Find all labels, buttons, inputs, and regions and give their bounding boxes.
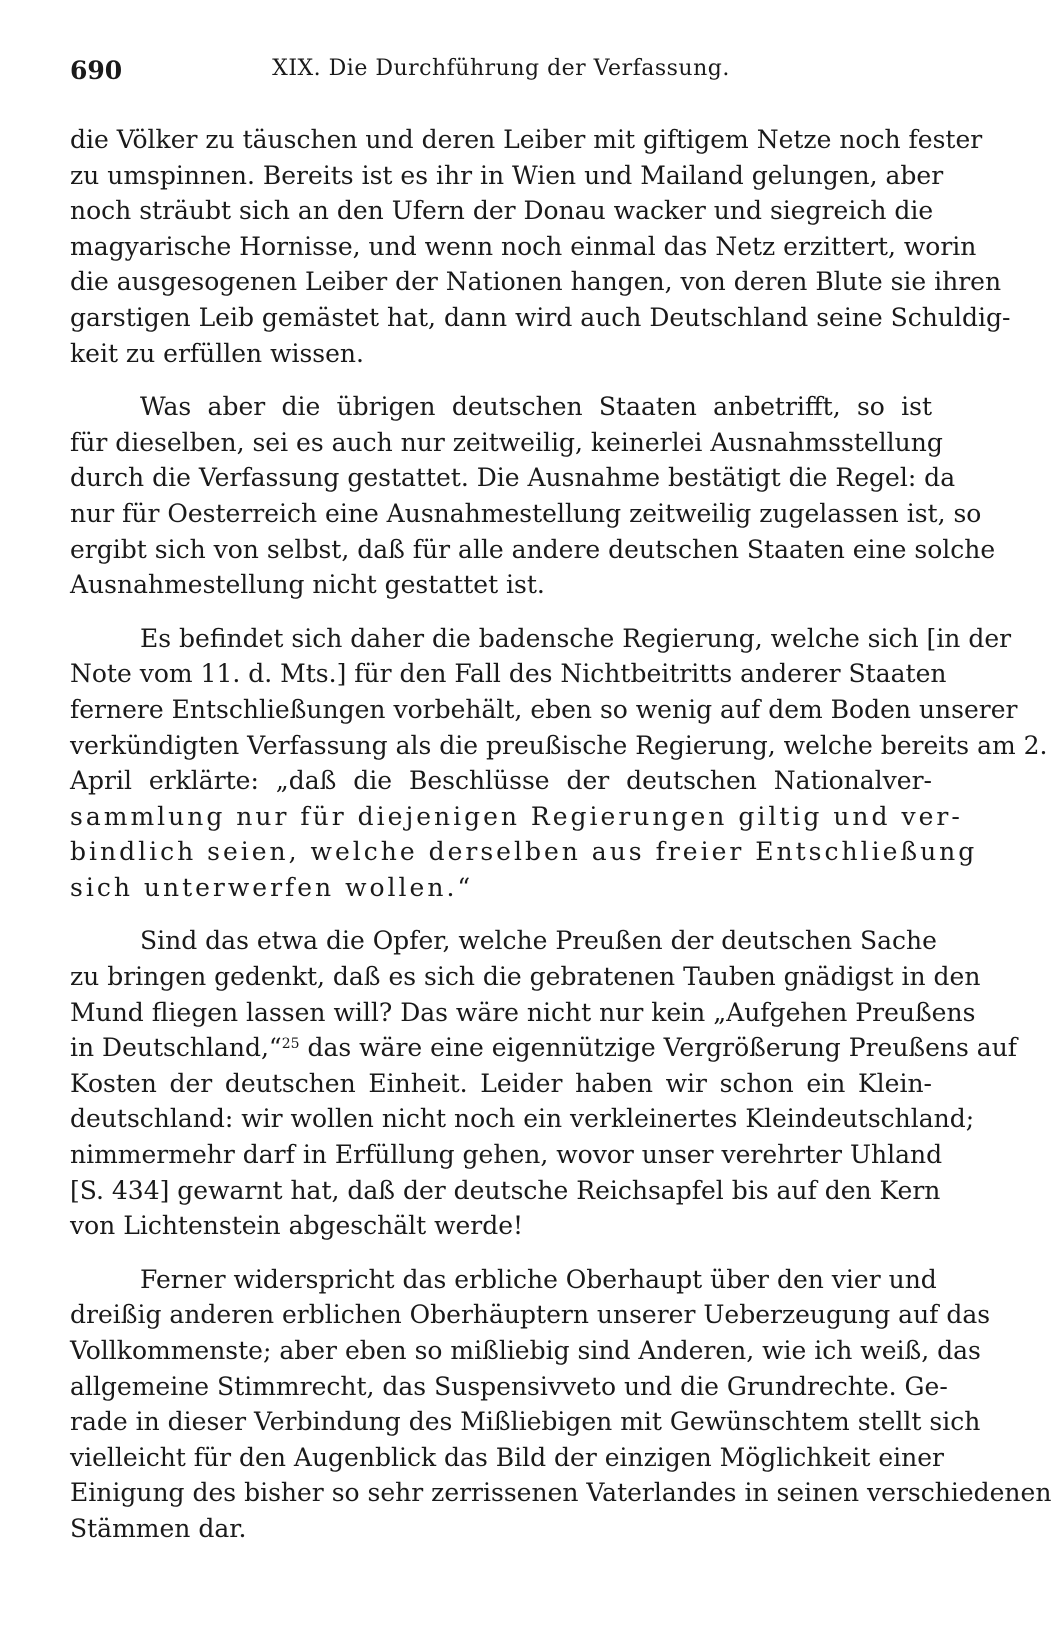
text-line-with-footnote [70, 1030, 1018, 1066]
paragraph-5 [70, 1262, 1051, 1547]
paragraph-4 [70, 923, 1018, 1243]
text-line: allgemeine Stimmrecht, das Suspensivveto und die Grundrechte. Ge- [70, 1371, 948, 1401]
text-line: bindlich seien, welche derselben aus freier Entschließung [70, 837, 978, 867]
text-line: von Lichtenstein abgeschält werde! [70, 1211, 524, 1241]
text-line: Ausnahmestellung nicht gestattet ist. [70, 570, 545, 600]
text-line: magyarische Hornisse, und wenn noch einmal das Netz erzittert, worin [70, 231, 977, 261]
text-line: ergibt sich von selbst, daß für alle andere deutschen Staaten eine solche [70, 534, 996, 564]
text-line: Stämmen dar. [70, 1513, 247, 1543]
text-line: verkündigten Verfassung als die preußische Regierung, welche bereits am 2. [70, 730, 1048, 760]
text-fragment: das wäre eine eigennützige Vergrößerung Preußens auf [299, 1033, 1018, 1063]
paragraph-2 [70, 389, 996, 603]
text-line: Note vom 11. d. Mts.] für den Fall des Nichtbeitritts anderer Staaten [70, 659, 947, 689]
text-line: Was aber die übrigen deutschen Staaten anbetrifft, so ist [140, 392, 932, 422]
text-line: Ferner widerspricht das erbliche Oberhaupt über den vier und [140, 1264, 937, 1294]
text-line: noch sträubt sich an den Ufern der Donau wacker und siegreich die [70, 196, 934, 226]
text-line: Sind das etwa die Opfer, welche Preußen der deutschen Sache [140, 926, 937, 956]
text-line: [S. 434] gewarnt hat, daß der deutsche Reichsapfel bis auf den Kern [70, 1175, 941, 1205]
text-line: Einigung des bisher so sehr zerrissenen Vaterlandes in seinen verschiedenen [70, 1478, 1051, 1508]
text-line: keit zu erfüllen wissen. [70, 338, 364, 368]
paragraph-1 [70, 122, 1011, 371]
text-line: dreißig anderen erblichen Oberhäuptern unserer Ueberzeugung auf das [70, 1300, 991, 1330]
text-line: sich unterwerfen wollen.“ [70, 872, 474, 902]
page-number: 690 [70, 56, 123, 85]
text-line: fernere Entschließungen vorbehält, eben so wenig auf dem Boden unserer [70, 694, 1018, 724]
text-line: die ausgesogenen Leiber der Nationen hangen, von deren Blute sie ihren [70, 267, 1002, 297]
text-line: vielleicht für den Augenblick das Bild der einzigen Möglichkeit einer [70, 1442, 944, 1472]
text-line: rade in dieser Verbindung des Mißliebigen mit Gewünschtem stellt sich [70, 1407, 981, 1437]
text-line: sammlung nur für diejenigen Regierungen giltig und ver- [70, 801, 963, 831]
text-line: deutschland: wir wollen nicht noch ein verkleinertes Kleindeutschland; [70, 1104, 975, 1134]
running-head [70, 48, 932, 88]
text-line: April erklärte: „daß die Beschlüsse der deutschen Nationalver- [70, 766, 932, 796]
text-line: durch die Verfassung gestattet. Die Ausnahme bestätigt die Regel: da [70, 463, 956, 493]
text-line: die Völker zu täuschen und deren Leiber mit giftigem Netze noch fester [70, 125, 983, 154]
running-title: XIX. Die Durchführung der Verfassung. [272, 56, 730, 81]
text-line: Vollkommenste; aber eben so mißliebig sind Anderen, wie ich weiß, das [70, 1336, 981, 1365]
text-line: zu bringen gedenkt, daß es sich die gebratenen Tauben gnädigst in den [70, 962, 981, 992]
text-line: Es befindet sich daher die badensche Regierung, welche sich [in der [140, 623, 1012, 653]
paragraph-3 [70, 621, 1048, 906]
text-line: nimmermehr darf in Erfüllung gehen, wovor unser verehrter Uhland [70, 1140, 943, 1170]
body-text [70, 122, 1051, 1547]
footnote-reference[interactable]: 25 [281, 1036, 300, 1053]
text-line: garstigen Leib gemästet hat, dann wird auch Deutschland seine Schuldig- [70, 302, 1011, 332]
text-fragment: in Deutschland,“ [70, 1033, 282, 1063]
text-line: zu umspinnen. Bereits ist es ihr in Wien und Mailand gelungen, aber [70, 160, 944, 190]
text-line: nur für Oesterreich eine Ausnahmestellung zeitweilig zugelassen ist, so [70, 498, 982, 528]
text-line: für dieselben, sei es auch nur zeitweilig, keinerlei Ausnahmsstellung [70, 427, 943, 457]
text-line: Mund fliegen lassen will? Das wäre nicht nur kein „Aufgehen Preußens [70, 997, 976, 1027]
book-page [70, 48, 1051, 1608]
text-line: Kosten der deutschen Einheit. Leider haben wir schon ein Klein- [70, 1068, 932, 1098]
